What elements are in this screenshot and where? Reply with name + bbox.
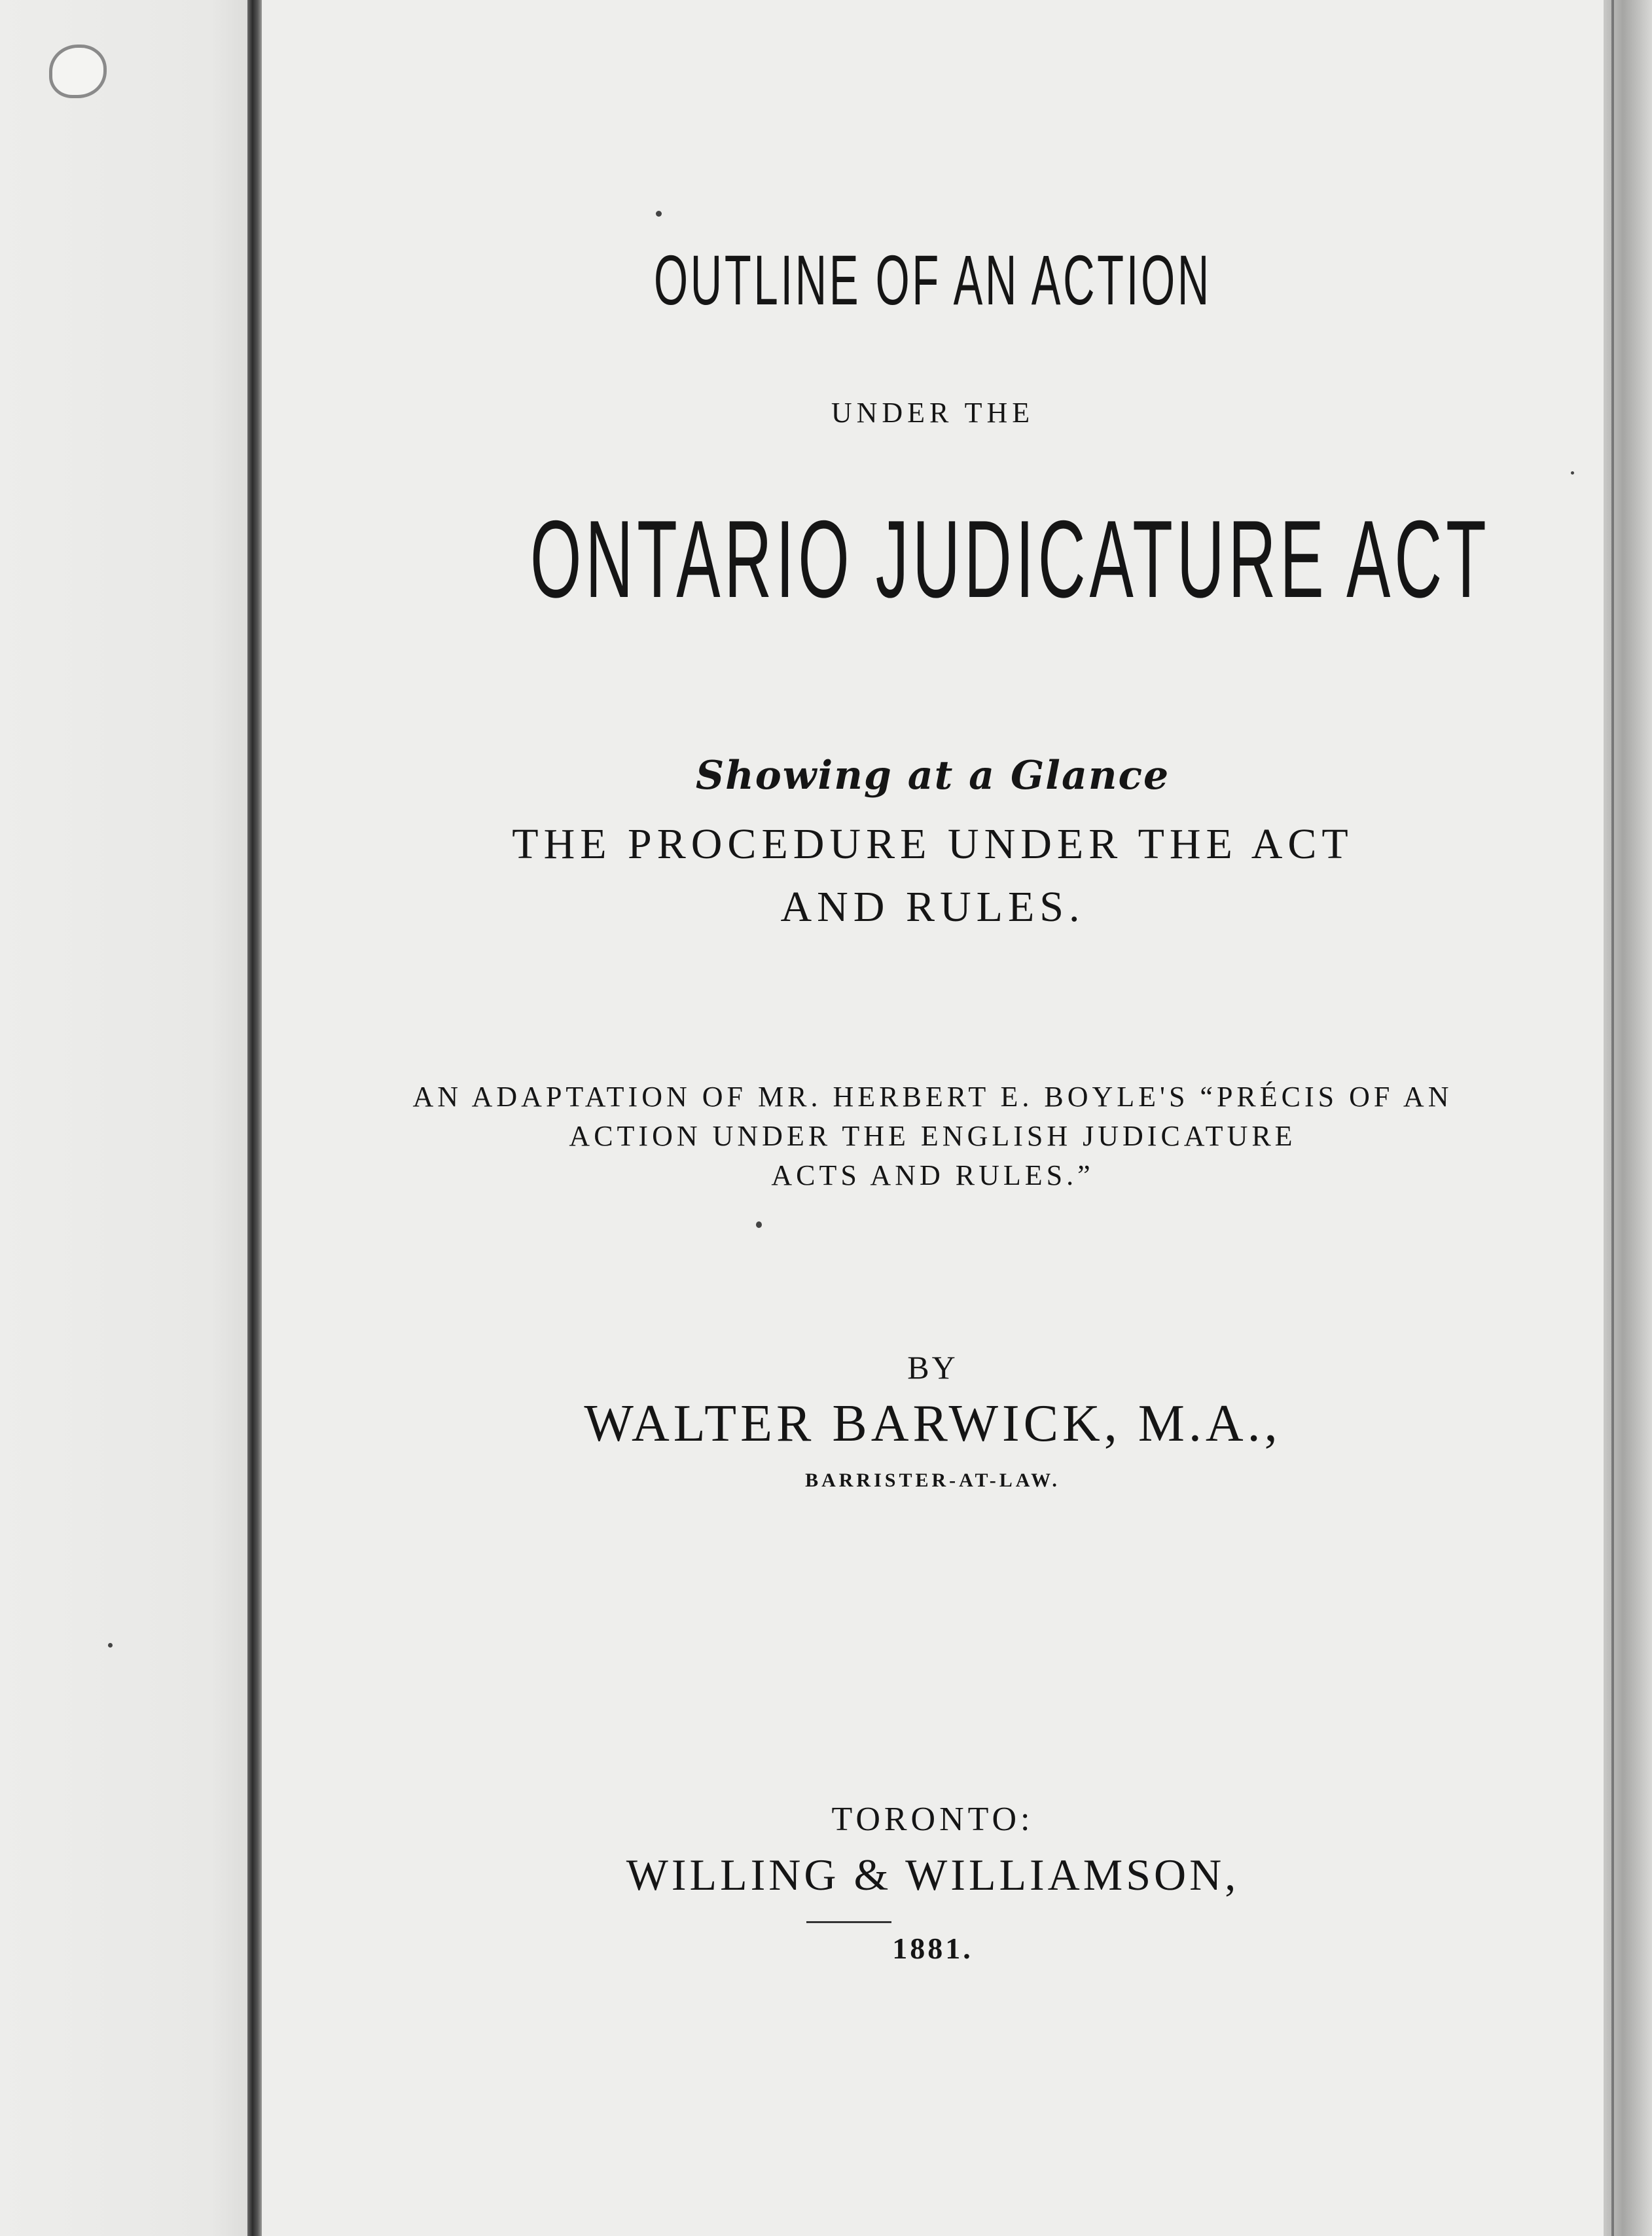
paper-blemish — [49, 45, 107, 98]
subtitle-blackletter: Showing at a Glance — [695, 753, 1170, 799]
subtitle-line-1: THE PROCEDURE UNDER THE ACT — [512, 820, 1354, 868]
adaptation-line-2: ACTION UNDER THE ENGLISH JUDICATURE — [569, 1120, 1297, 1152]
publisher-name: WILLING & WILLIAMSON, — [626, 1850, 1240, 1900]
adaptation-line-3: ACTS AND RULES.” — [771, 1159, 1094, 1191]
title-line-3: ONTARIO JUDICATURE ACT — [530, 497, 1490, 621]
by-label: BY — [907, 1349, 958, 1386]
author-name: WALTER BARWICK, M.A., — [584, 1395, 1282, 1452]
title-line-2: UNDER THE — [831, 397, 1035, 429]
page-edge-line — [1611, 0, 1614, 2236]
subtitle-line-2: AND RULES. — [780, 883, 1085, 931]
title-line-1: OUTLINE OF AN ACTION — [654, 240, 1212, 319]
facing-page — [0, 0, 249, 2236]
adaptation-line-1: AN ADAPTATION OF MR. HERBERT E. BOYLE'S “PRÉCIS OF AN — [412, 1081, 1453, 1113]
paper-speck — [108, 1643, 113, 1648]
paper-speck — [656, 211, 662, 217]
publication-place: TORONTO: — [831, 1801, 1034, 1838]
paper-speck — [756, 1221, 762, 1228]
paper-speck — [1571, 471, 1574, 475]
book-spine — [247, 0, 262, 2236]
year-rule — [806, 1921, 891, 1923]
author-title: BARRISTER-AT-LAW. — [805, 1470, 1060, 1491]
publication-year: 1881. — [892, 1932, 973, 1965]
